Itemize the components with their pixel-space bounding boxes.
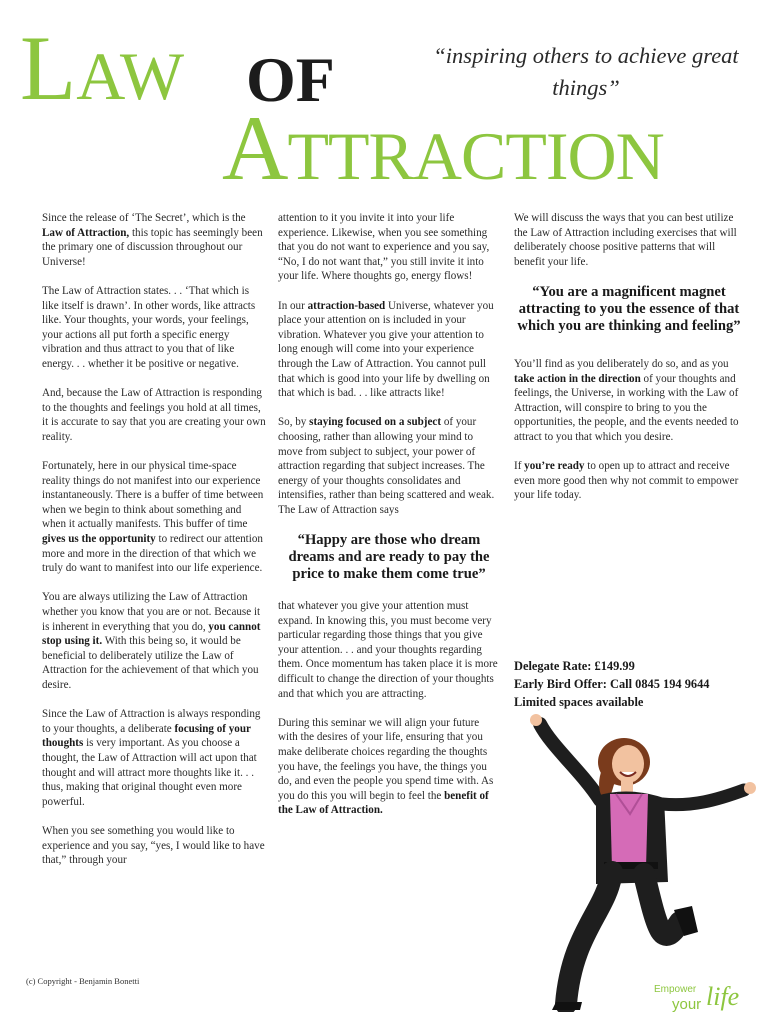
paragraph: Fortunately, here in our physical time-space reality things do not manifest into our experience instantaneously. There is a buffer of time between when we begin to think about something and when it actually manifests. This buffer of time gives us the opportunity to redirect our attention more and more in the direction of that which we truly do want to manifest into our life experience. (42, 460, 264, 575)
article-column-1 (42, 211, 266, 882)
title-law: LAW (20, 17, 185, 119)
title-attraction: ATTRACTION (222, 97, 664, 199)
paragraph: If you’re ready to open up to attract and receive even more good then why not commit to empower your life today. (514, 460, 739, 502)
logo-word-empower: Empower (654, 984, 697, 995)
paragraph: So, by staying focused on a subject of your choosing, rather than allowing your mind to move from subject to subject, your power of attraction regarding that subject increases. The energy of your thoughts consolidates and intensifies, rather than being scattered and weak. The Law of Attraction says (278, 416, 495, 516)
article-column-2 (278, 211, 500, 833)
paragraph: In our attraction-based Universe, whatever you place your attention on is included in your vibration. Whatever you give your attention to long enough will come into your experience through the Law of Attraction. You cannot pull that which is good into your life by dwelling on that which is bad. . . like attracts like! (278, 299, 494, 400)
paragraph: Since the release of ‘The Secret’, which is the Law of Attraction, this topic has seemingly been the primary one of discussion throughout our Universe! (42, 212, 263, 268)
paragraph: Since the Law of Attraction is always responding to your thoughts, a deliberate focusing of your thoughts is very important. As you choose a thought, the Law of Attraction will act upon that thought and will attract more thoughts like it. . . thus, making that original thought even more powerful. (42, 708, 261, 808)
limited-spaces: Limited spaces available (514, 695, 644, 709)
delegate-rate: Delegate Rate: £149.99 (514, 659, 635, 673)
paragraph: attention to it you invite it into your life experience. Likewise, when you see something that you do not want to experience and you say, “No, I do not want that,” you still invite it into your life. Where thoughts go, energy flows! (278, 212, 490, 283)
offer-block (514, 657, 709, 711)
logo-word-life: life (706, 982, 740, 1011)
empower-your-life-logo (654, 982, 754, 1018)
paragraph: When you see something you would like to experience and you say, “yes, I would like to have that,” through your (42, 824, 265, 867)
paragraph: You are always utilizing the Law of Attraction whether you know that you are or not. Because it is inherent in everything that you do, you cannot stop using it. With this being so, it would be beneficial to deliberately utilize the Law of Attraction for the achievement of that which you desire. (42, 591, 261, 691)
paragraph: During this seminar we will align your future with the desires of your life, ensuring that you make deliberate choices regarding the thoughts you have, the feelings you have, the things you do, and even the people you spend time with. As you do this you will begin to feel the benefit of the Law of Attraction. (278, 716, 494, 817)
paragraph: And, because the Law of Attraction is responding to the thoughts and feelings you hold at all times, it is accurate to say that you are creating your own reality. (42, 387, 266, 443)
logo-word-your: your (672, 996, 702, 1013)
paragraph: that whatever you give your attention must expand. In knowing this, you must become very particular regarding those things that you give your attention. . . and your thoughts regarding them. Once momentum has taken place it is more difficult to change the direction of your thoughts and that which you are attracting. (278, 600, 498, 700)
paragraph: The Law of Attraction states. . . ‘That which is like itself is drawn’. In other words, like attracts like. Your thoughts, your words, your feelings, your actions all put forth a specific energy vibration and thus attract to you that of like energy. . . whether it be positive or negative. (42, 284, 256, 370)
paragraph: We will discuss the ways that you can best utilize the Law of Attraction including exercises that will deliberately choose positive patterns that will benefit your life. (514, 212, 737, 268)
tagline: “inspiring others to achieve great things” (433, 43, 739, 100)
pull-quote: “You are a magnificent magnet attracting to you the essence of that which you are thinking and feeling” (517, 283, 741, 334)
early-bird-offer: Early Bird Offer: Call 0845 194 9644 (514, 677, 710, 691)
title-of: OF (246, 44, 335, 115)
article-column-3 (514, 211, 744, 518)
paragraph: You’ll find as you deliberately do so, and as you take action in the direction of your thoughts and feelings, the Universe, in working with the Law of Attraction, will conspire to bring to you the opportunities, the people, and the events needed to attract to you that which you desire. (514, 357, 739, 443)
jumping-woman-photo (512, 712, 762, 1012)
copyright-notice: (c) Copyright - Benjamin Bonetti (26, 976, 140, 986)
pull-quote: “Happy are those who dream dreams and are ready to pay the price to make them come true” (288, 532, 490, 583)
